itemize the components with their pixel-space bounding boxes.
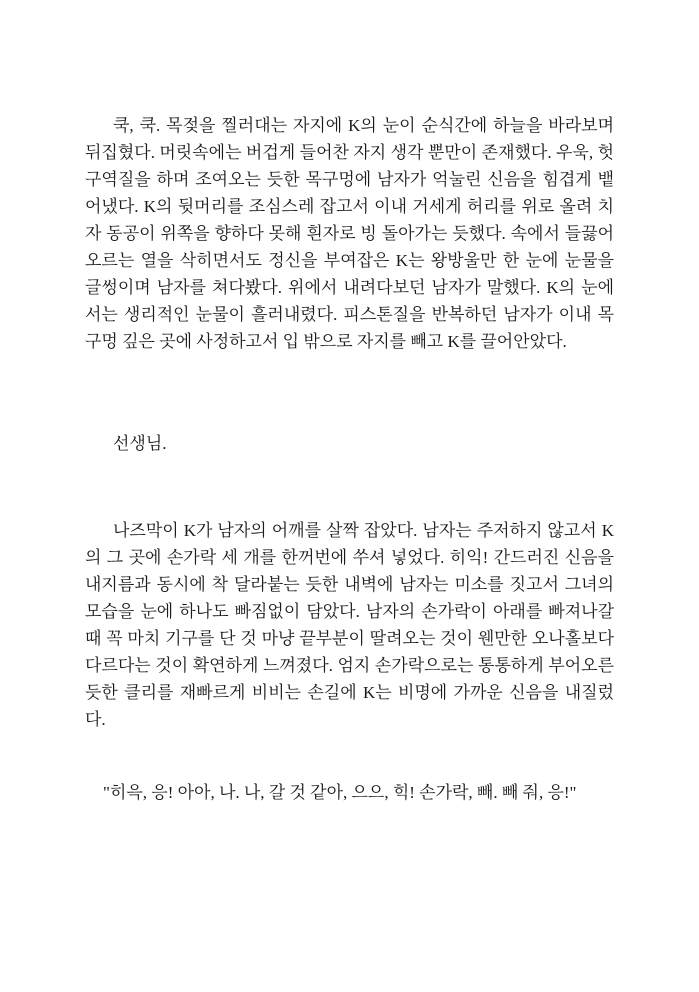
document-body (85, 112, 614, 806)
narration-paragraph-3: 나즈막이 K가 남자의 어깨를 살짝 잡았다. 남자는 주저하지 않고서 K의 그 곳에 손가락 세 개를 한꺼번에 쑤셔 넣었다. 히익! 간드러진 신음을 내지름과 동시에 착 달라붙는 듯한 내벽에 남자는 미소를 짓고서 그녀의 모습을 눈에 하나도 빠짐없이 담았다. 남자의 손가락이 아래를 빠져나갈 때 꼭 마치 기구를 단 것 마냥 끝부분이 딸려오는 것이 웬만한 오나홀보다 다르다는 것이 확연하게 느껴졌다. 엄지 손가락으로는 통통하게 부어오른 듯한 클리를 재빠르게 비비는 손길에 K는 비명에 가까운 신음을 내질렀다. (85, 521, 614, 729)
narration-paragraph-2: 선생님. (113, 434, 167, 453)
dialogue-paragraph: "히윽, 응! 아아, 나. 나, 갈 것 같아, 으으, 힉! 손가락, 빼. 빼 줘, 응!" (103, 783, 577, 802)
narration-paragraph-1: 쿡, 쿡. 목젖을 찔러대는 자지에 K의 눈이 순식간에 하늘을 바라보며 뒤집혔다. 머릿속에는 버겁게 들어찬 자지 생각 뿐만이 존재했다. 우욱, 헛구역질을 하며 조여오는 듯한 목구멍에 남자가 억눌린 신음을 힘겹게 뱉어냈다. K의 뒷머리를 조심스레 잡고서 이내 거세게 허리를 위로 올려 치자 동공이 위쪽을 향하다 못해 흰자로 빙 돌아가는 듯했다. 속에서 들끓어 오르는 열을 삭히면서도 정신을 부여잡은 K는 왕방울만 한 눈에 눈물을 글썽이며 남자를 쳐다봤다. 위에서 내려다보던 남자가 말했다. K의 눈에서는 생리적인 눈물이 흘러내렸다. 피스톤질을 반복하던 남자가 이내 목구멍 깊은 곳에 사정하고서 입 밖으로 자지를 빼고 K를 끌어안았다. (85, 116, 614, 351)
